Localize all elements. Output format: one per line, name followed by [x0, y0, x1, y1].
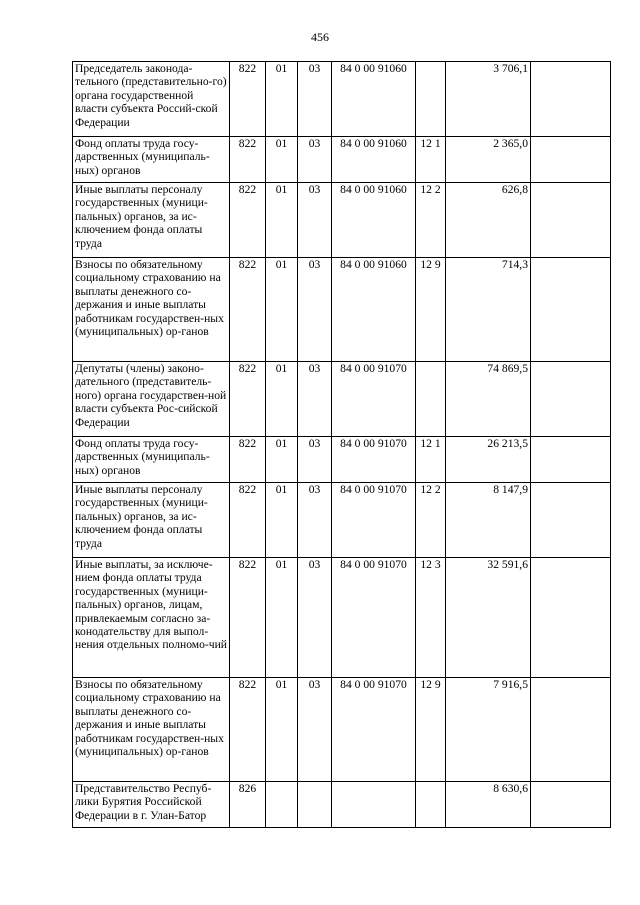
row-rz: 01	[266, 437, 298, 483]
row-pr: 03	[298, 258, 332, 362]
row-ved: 826	[230, 782, 266, 828]
row-ved: 822	[230, 183, 266, 258]
row-ved: 822	[230, 137, 266, 183]
row-ved: 822	[230, 483, 266, 558]
row-extra	[531, 678, 611, 782]
table-row	[73, 437, 611, 483]
row-sum: 714,3	[446, 258, 531, 362]
table-row	[73, 558, 611, 678]
budget-table-body	[73, 62, 611, 828]
budget-table	[72, 61, 611, 828]
row-sum: 32 591,6	[446, 558, 531, 678]
row-rz: 01	[266, 362, 298, 437]
row-rz: 01	[266, 558, 298, 678]
row-csr: 84 0 00 91060	[332, 137, 416, 183]
table-row	[73, 137, 611, 183]
row-rz: 01	[266, 483, 298, 558]
row-name: Иные выплаты персоналу государственных (муници-пальных) органов, за ис-ключением фонда оплаты труда	[73, 483, 230, 558]
row-pr: 03	[298, 183, 332, 258]
row-vr: 12 1	[416, 437, 446, 483]
row-sum: 626,8	[446, 183, 531, 258]
table-row	[73, 62, 611, 137]
row-sum: 74 869,5	[446, 362, 531, 437]
row-rz: 01	[266, 678, 298, 782]
row-extra	[531, 62, 611, 137]
row-sum: 8 630,6	[446, 782, 531, 828]
row-csr: 84 0 00 91060	[332, 62, 416, 137]
row-vr: 12 2	[416, 483, 446, 558]
row-rz	[266, 782, 298, 828]
row-pr: 03	[298, 362, 332, 437]
row-rz: 01	[266, 258, 298, 362]
row-pr	[298, 782, 332, 828]
row-sum: 26 213,5	[446, 437, 531, 483]
row-vr: 12 1	[416, 137, 446, 183]
table-row	[73, 483, 611, 558]
row-rz: 01	[266, 137, 298, 183]
row-extra	[531, 183, 611, 258]
row-csr: 84 0 00 91070	[332, 483, 416, 558]
row-csr: 84 0 00 91070	[332, 437, 416, 483]
row-name: Председатель законода-тельного (представительно-го) органа государственной власти субъекта Россий-ской Федерации	[73, 62, 230, 137]
table-row	[73, 362, 611, 437]
row-extra	[531, 258, 611, 362]
table-row	[73, 183, 611, 258]
page-number: 456	[311, 30, 329, 44]
row-extra	[531, 137, 611, 183]
row-ved: 822	[230, 362, 266, 437]
row-ved: 822	[230, 258, 266, 362]
row-pr: 03	[298, 437, 332, 483]
row-ved: 822	[230, 62, 266, 137]
row-sum: 8 147,9	[446, 483, 531, 558]
row-pr: 03	[298, 558, 332, 678]
row-csr: 84 0 00 91060	[332, 183, 416, 258]
row-extra	[531, 437, 611, 483]
table-row	[73, 678, 611, 782]
row-csr: 84 0 00 91070	[332, 558, 416, 678]
row-name: Иные выплаты персоналу государственных (муници-пальных) органов, за ис-ключением фонда оплаты труда	[73, 183, 230, 258]
row-extra	[531, 558, 611, 678]
row-name: Иные выплаты, за исключе-нием фонда оплаты труда государственных (муници-пальных) органов, лицам, привлекаемым согласно за-конодательству для выпол-нения отдельных полномо-чий	[73, 558, 230, 678]
row-vr: 12 2	[416, 183, 446, 258]
row-extra	[531, 782, 611, 828]
row-pr: 03	[298, 137, 332, 183]
row-pr: 03	[298, 678, 332, 782]
row-pr: 03	[298, 62, 332, 137]
row-vr	[416, 782, 446, 828]
row-csr: 84 0 00 91060	[332, 258, 416, 362]
row-sum: 7 916,5	[446, 678, 531, 782]
row-rz: 01	[266, 183, 298, 258]
row-ved: 822	[230, 678, 266, 782]
row-vr	[416, 362, 446, 437]
row-name: Представительство Респуб-лики Бурятия Российской Федерации в г. Улан-Батор	[73, 782, 230, 828]
row-csr	[332, 782, 416, 828]
table-row	[73, 782, 611, 828]
row-pr: 03	[298, 483, 332, 558]
row-extra	[531, 483, 611, 558]
row-sum: 2 365,0	[446, 137, 531, 183]
row-vr: 12 9	[416, 678, 446, 782]
row-csr: 84 0 00 91070	[332, 362, 416, 437]
row-vr	[416, 62, 446, 137]
row-name: Взносы по обязательному социальному страхованию на выплаты денежного со-держания и иные выплаты работникам государствен-ных (муниципальных) ор-ганов	[73, 258, 230, 362]
table-row	[73, 258, 611, 362]
row-name: Фонд оплаты труда госу-дарственных (муниципаль-ных) органов	[73, 437, 230, 483]
row-sum: 3 706,1	[446, 62, 531, 137]
row-name: Фонд оплаты труда госу-дарственных (муниципаль-ных) органов	[73, 137, 230, 183]
row-name: Взносы по обязательному социальному страхованию на выплаты денежного со-держания и иные выплаты работникам государствен-ных (муниципальных) ор-ганов	[73, 678, 230, 782]
row-csr: 84 0 00 91070	[332, 678, 416, 782]
row-rz: 01	[266, 62, 298, 137]
row-ved: 822	[230, 558, 266, 678]
row-vr: 12 9	[416, 258, 446, 362]
row-name: Депутаты (члены) законо-дательного (представитель-ного) органа государствен-ной власти субъекта Рос-сийской Федерации	[73, 362, 230, 437]
row-extra	[531, 362, 611, 437]
row-ved: 822	[230, 437, 266, 483]
row-vr: 12 3	[416, 558, 446, 678]
